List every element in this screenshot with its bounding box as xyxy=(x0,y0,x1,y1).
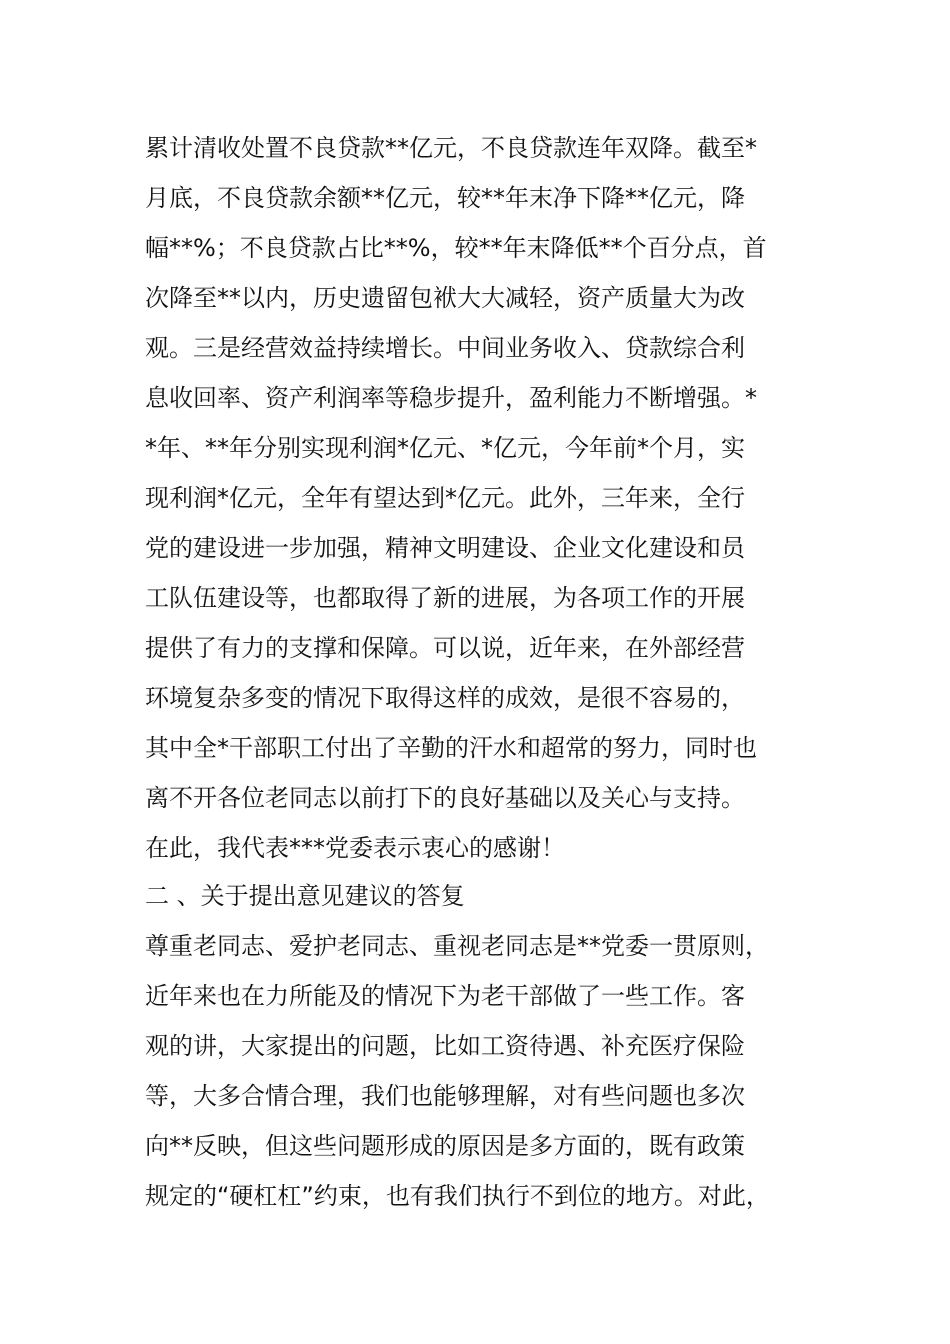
text-line: 幅**%；不良贷款占比**%，较**年末降低**个百分点，首 xyxy=(145,234,767,262)
text-line: 尊重老同志、爱护老同志、重视老同志是**党委一贯原则， xyxy=(145,932,769,960)
section-heading: 二 、关于提出意见建议的答复 xyxy=(145,882,465,910)
text-line: 党的建设进一步加强，精神文明建设、企业文化建设和员 xyxy=(145,534,745,562)
text-line: 规定的“硬杠杠”约束，也有我们执行不到位的地方。对此， xyxy=(145,1182,770,1210)
text-line: *年、**年分别实现利润*亿元、*亿元，今年前*个月，实 xyxy=(145,434,745,462)
text-line: 现利润*亿元，全年有望达到*亿元。此外，三年来，全行 xyxy=(145,484,745,512)
text-line: 离不开各位老同志以前打下的良好基础以及关心与支持。 xyxy=(145,784,745,812)
text-line: 工队伍建设等，也都取得了新的进展，为各项工作的开展 xyxy=(145,584,745,612)
text-line: 观。三是经营效益持续增长。中间业务收入、贷款综合利 xyxy=(145,334,745,362)
text-line: 提供了有力的支撑和保障。可以说，近年来，在外部经营 xyxy=(145,634,745,662)
text-line: 近年来也在力所能及的情况下为老干部做了一些工作。客 xyxy=(145,982,745,1010)
text-line: 等，大多合情合理，我们也能够理解，对有些问题也多次 xyxy=(145,1082,745,1110)
text-line: 息收回率、资产利润率等稳步提升，盈利能力不断增强。* xyxy=(145,384,757,412)
text-line: 观的讲，大家提出的问题，比如工资待遇、补充医疗保险 xyxy=(145,1032,745,1060)
text-line: 月底，不良贷款余额**亿元，较**年末净下降**亿元，降 xyxy=(145,184,745,212)
text-line: 次降至**以内，历史遗留包袱大大减轻，资产质量大为改 xyxy=(145,284,745,312)
text-line: 在此，我代表***党委表示衷心的感谢！ xyxy=(145,834,565,862)
text-line: 环境复杂多变的情况下取得这样的成效，是很不容易的， xyxy=(145,684,745,712)
text-line: 向**反映，但这些问题形成的原因是多方面的，既有政策 xyxy=(145,1132,745,1160)
text-line: 其中全*干部职工付出了辛勤的汗水和超常的努力，同时也 xyxy=(145,734,757,762)
text-line: 累计清收处置不良贷款**亿元，不良贷款连年双降。截至* xyxy=(145,134,757,162)
